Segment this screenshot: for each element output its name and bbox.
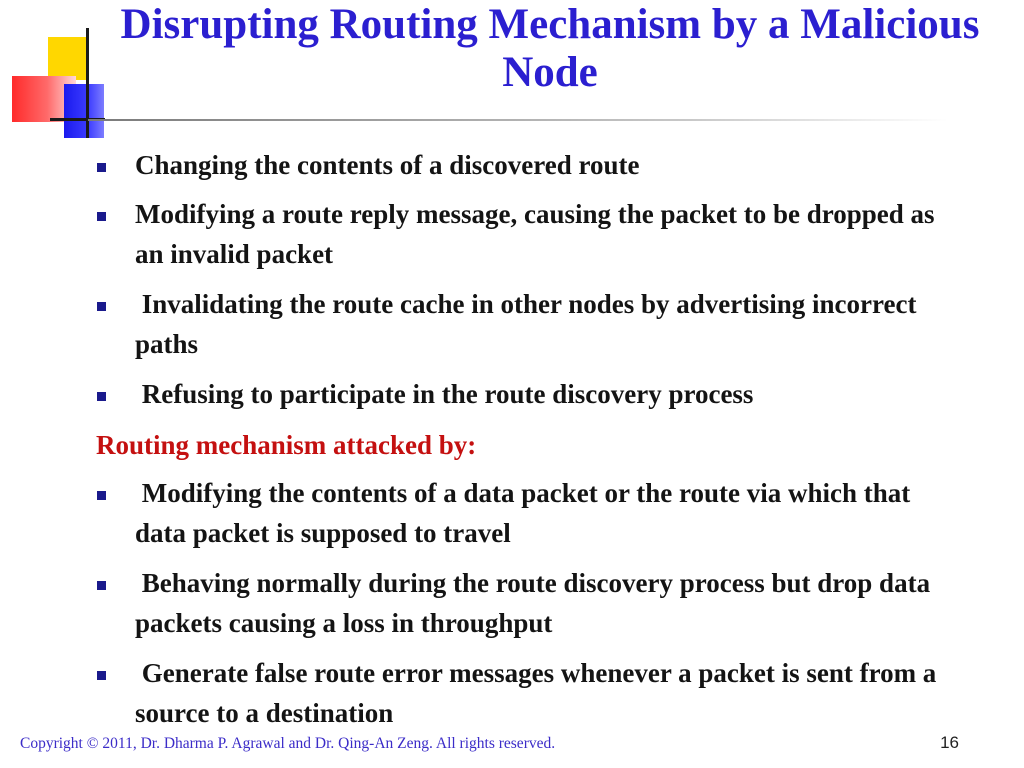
logo-blue-square — [64, 84, 104, 138]
title-divider — [88, 119, 948, 121]
bullet-item: Changing the contents of a discovered route — [135, 150, 640, 180]
bullet-item: Modifying the contents of a data packet or the route via which that data packet is supposed to travel — [135, 478, 917, 548]
bullet-item: Behaving normally during the route discovery process but drop data packets causing a loss in throughput — [135, 568, 937, 638]
bullet-item: Invalidating the route cache in other nodes by advertising incorrect paths — [135, 289, 924, 359]
bullet-marker — [97, 392, 106, 401]
logo-vertical-line — [86, 28, 89, 138]
slide-page-number: 16 — [940, 733, 959, 752]
bullet-marker — [97, 491, 106, 500]
bullet-marker — [97, 163, 106, 172]
footer-copyright: Copyright © 2011, Dr. Dharma P. Agrawal and Dr. Qing-An Zeng. All rights reserved. — [20, 735, 556, 752]
section-subheading: Routing mechanism attacked by: — [96, 430, 477, 460]
bullet-marker — [97, 302, 106, 311]
bullet-item: Generate false route error messages whenever a packet is sent from a source to a destination — [135, 658, 944, 728]
bullet-item: Refusing to participate in the route discovery process — [135, 379, 754, 409]
bullet-marker — [97, 581, 106, 590]
bullet-marker — [97, 671, 106, 680]
slide-title: Disrupting Routing Mechanism by a Malicious Node — [120, 1, 980, 96]
bullet-marker — [97, 212, 106, 221]
bullet-item: Modifying a route reply message, causing the packet to be dropped as an invalid packet — [135, 199, 935, 269]
logo-yellow-square — [48, 37, 88, 80]
